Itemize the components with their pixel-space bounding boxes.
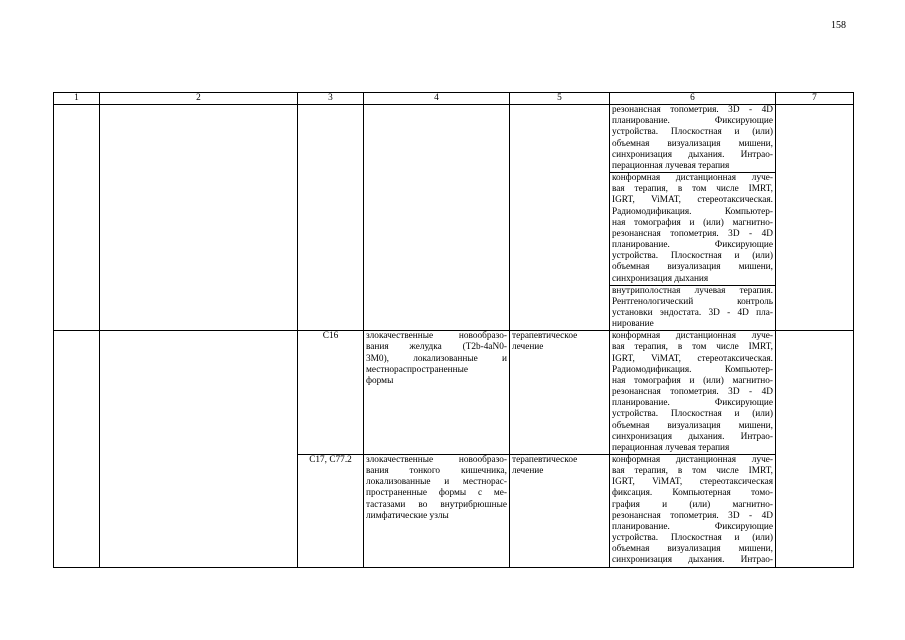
page-number: 158 — [831, 20, 846, 31]
cell-text-line: терапевтическое — [512, 455, 578, 465]
cell-text-line: синхронизация дыхания. Интрао- — [612, 149, 773, 160]
cell-text-line: пространенные формы с ме- — [366, 488, 507, 499]
disease-cell — [364, 105, 510, 331]
cell-text-line: планирование. Фиксирующие — [612, 116, 773, 127]
treatment-cell — [510, 455, 610, 568]
method-cell — [610, 285, 776, 331]
cell-text-line: злокачественные новообразо- — [366, 331, 507, 342]
cell-text-line: устройства. Плоскостная и (или) — [612, 127, 773, 138]
column-header: 7 — [776, 93, 854, 105]
cell-text-line: вая терапия, в том числе IMRT, — [612, 342, 773, 353]
cell-text-line: вания тонкого кишечника, — [366, 466, 507, 477]
cell-text-line: нирование — [612, 319, 654, 330]
cell-text-line: устройства. Плоскостная и (или) — [612, 251, 773, 262]
cell-text-line: формы — [366, 375, 394, 386]
cell-text-line: местнораспространенные — [366, 364, 468, 375]
method-cell — [610, 105, 776, 173]
method-cell — [610, 455, 776, 568]
cell-text-line: Радиомодификация. Компьютер- — [612, 206, 773, 217]
cell-text-line: IGRT, ViMAT, стереотаксическая — [612, 477, 773, 488]
standard-cell — [776, 331, 854, 567]
cell-text-line: ная томография и (или) магнитно- — [612, 375, 773, 386]
cell-text-line: ная томография и (или) магнитно- — [612, 217, 773, 228]
standard-cell — [776, 105, 854, 331]
cell-text-line: вая терапия, в том числе IMRT, — [612, 466, 773, 477]
method-cell — [610, 173, 776, 286]
cell-text-line: устройства. Плоскостная и (или) — [612, 409, 773, 420]
disease-cell — [364, 455, 510, 568]
cell-text-line: перационная лучевая терапия — [612, 442, 730, 453]
cell-text-line: внутриполостная лучевая терапия. — [612, 285, 773, 296]
cell-text-line: 3M0), локализованные и — [366, 353, 507, 364]
column-header: 3 — [298, 93, 364, 105]
cell-text-line: резонансная топометрия. 3D - 4D — [612, 228, 773, 239]
cell-text-line: резонансная топометрия. 3D - 4D — [612, 510, 773, 521]
cell-text-line: синхронизация дыхания. Интрао- — [612, 431, 773, 442]
column-header: 6 — [610, 93, 776, 105]
cell-text-line: устройства. Плоскостная и (или) — [612, 533, 773, 544]
cell-text-line: IGRT, ViMAT, стереотаксическая. — [612, 195, 773, 206]
cell-text-line: объемная визуализация мишени, — [612, 138, 773, 149]
profile-cell — [100, 105, 298, 331]
cell-text-line: резонансная топометрия. 3D - 4D — [612, 387, 773, 398]
cell-text-line: синхронизация дыхания. Интрао- — [612, 555, 773, 566]
treatment-cell — [510, 105, 610, 331]
icd-code-cell: C16 — [298, 331, 364, 455]
cell-text-line: синхронизация дыхания — [612, 273, 709, 284]
cell-text-line: объемная визуализация мишени, — [612, 544, 773, 555]
cell-text-line: планирование. Фиксирующие — [612, 521, 773, 532]
cell-text-line: резонансная топометрия. 3D - 4D — [612, 105, 773, 116]
table-header-row — [54, 93, 854, 105]
cell-text-line: Рентгенологический контроль — [612, 296, 773, 307]
cell-text-line: конформная дистанционная луче- — [612, 173, 773, 184]
cell-text-line: Радиомодификация. Компьютер- — [612, 364, 773, 375]
row-number-cell — [54, 331, 100, 567]
cell-text-line: установки эндостата. 3D - 4D пла- — [612, 307, 773, 318]
document-table — [53, 92, 854, 568]
column-header: 4 — [364, 93, 510, 105]
cell-text-line: лимфатические узлы — [366, 510, 449, 521]
column-header: 1 — [54, 93, 100, 105]
cell-text-line: планирование. Фиксирующие — [612, 240, 773, 251]
icd-code-cell — [298, 105, 364, 331]
cell-text-line: графия и (или) магнитно- — [612, 499, 773, 510]
cell-text-line: локализованные и местнорас- — [366, 477, 507, 488]
cell-text-line: конформная дистанционная луче- — [612, 331, 773, 342]
cell-text-line: фиксация. Компьютерная томо- — [612, 488, 773, 499]
cell-text-line: планирование. Фиксирующие — [612, 398, 773, 409]
cell-text-line: вания желудка (T2b-4aN0- — [366, 342, 507, 353]
cell-text-line: перационная лучевая терапия — [612, 160, 730, 171]
cell-text-line: терапевтическое — [512, 331, 578, 342]
column-header: 5 — [510, 93, 610, 105]
cell-text-line: объемная визуализация мишени, — [612, 420, 773, 431]
profile-cell — [100, 331, 298, 567]
cell-text-line: объемная визуализация мишени, — [612, 262, 773, 273]
icd-code-cell: C17, C77.2 — [298, 455, 364, 568]
table-row — [54, 331, 854, 455]
column-header: 2 — [100, 93, 298, 105]
row-number-cell — [54, 105, 100, 331]
disease-cell — [364, 331, 510, 455]
cell-text-line: вая терапия, в том числе IMRT, — [612, 184, 773, 195]
treatment-cell — [510, 331, 610, 455]
cell-text-line: тастазами во внутрибрюшные — [366, 499, 507, 510]
cell-text-line: лечение — [512, 466, 544, 477]
cell-text-line: лечение — [512, 342, 544, 353]
cell-text-line: конформная дистанционная луче- — [612, 455, 773, 465]
cell-text-line: злокачественные новообразо- — [366, 455, 507, 465]
cell-text-line: IGRT, ViMAT, стереотаксическая. — [612, 353, 773, 364]
method-cell — [610, 331, 776, 455]
table-row — [54, 105, 854, 173]
